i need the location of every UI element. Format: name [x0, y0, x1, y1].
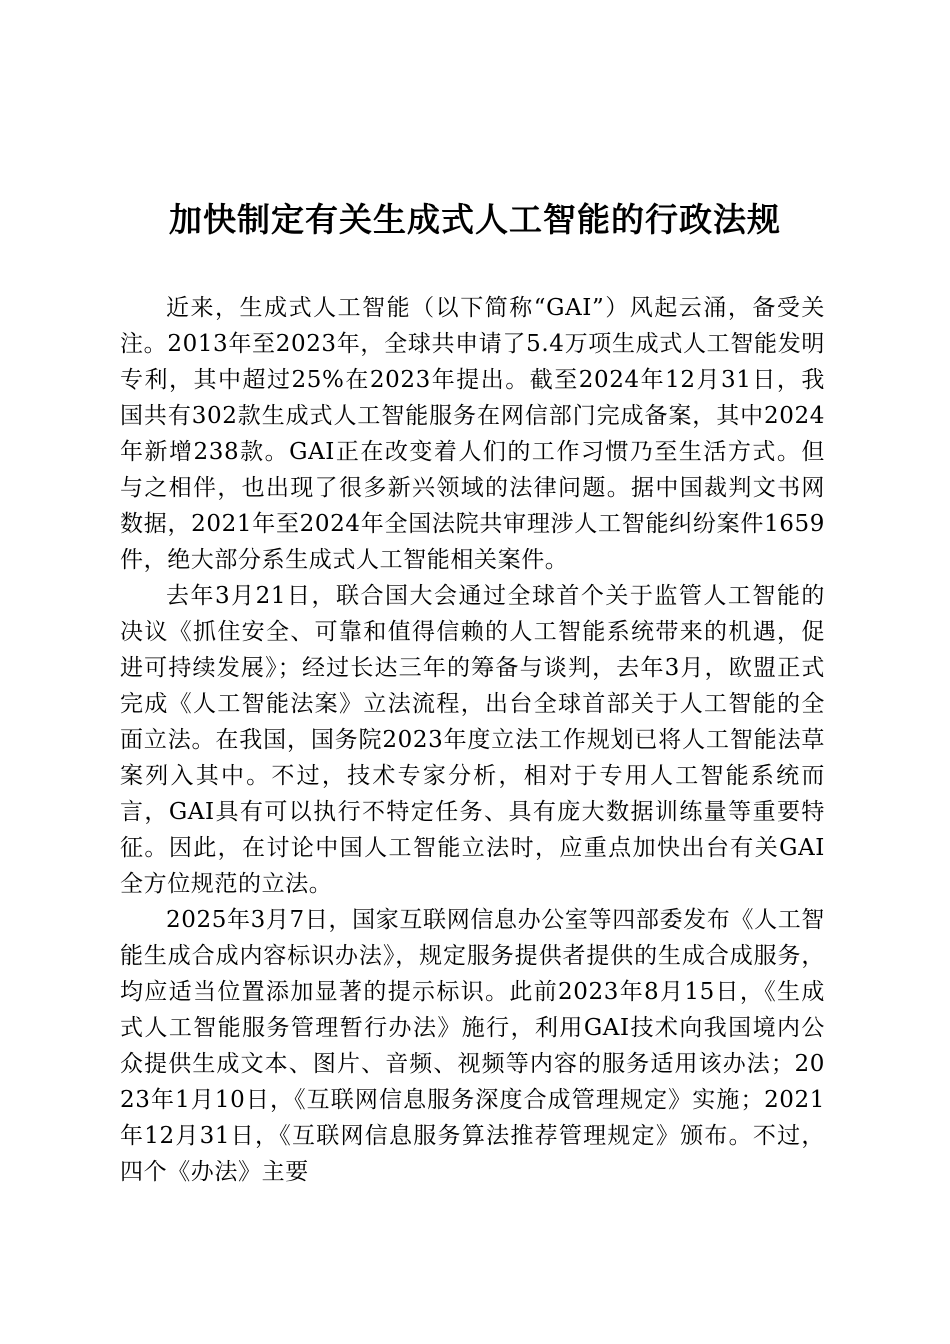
- paragraph-3: 2025年3月7日，国家互联网信息办公室等四部委发布《人工智能生成合成内容标识办法》，规定服务提供者提供的生成合成服务，均应适当位置添加显著的提示标识。此前2023年8月15日，《生成式人工智能服务管理暂行办法》施行，利用GAI技术向我国境内公众提供生成文本、图片、音频、视频等内容的服务适用该办法；2023年1月10日，《互联网信息服务深度合成管理规定》实施；2021年12月31日，《互联网信息服务算法推荐管理规定》颁布。不过，四个《办法》主要: [120, 907, 825, 1185]
- article-body: [120, 290, 825, 1190]
- paragraph-1: 近来，生成式人工智能（以下简称“GAI”）风起云涌，备受关注。2013年至2023年，全球共申请了5.4万项生成式人工智能发明专利，其中超过25%在2023年提出。截至2024年12月31日，我国共有302款生成式人工智能服务在网信部门完成备案，其中2024年新增238款。GAI正在改变着人们的工作习惯乃至生活方式。但与之相伴，也出现了很多新兴领域的法律问题。据中国裁判文书网数据，2021年至2024年全国法院共审理涉人工智能纠纷案件1659件，绝大部分系生成式人工智能相关案件。: [120, 295, 825, 573]
- document-title: 加快制定有关生成式人工智能的行政法规: [169, 200, 781, 239]
- paragraph-2: 去年3月21日，联合国大会通过全球首个关于监管人工智能的决议《抓住安全、可靠和值得信赖的人工智能系统带来的机遇，促进可持续发展》；经过长达三年的筹备与谈判，去年3月，欧盟正式完成《人工智能法案》立法流程，出台全球首部关于人工智能的全面立法。在我国，国务院2023年度立法工作规划已将人工智能法草案列入其中。不过，技术专家分析，相对于专用人工智能系统而言，GAI具有可以执行不特定任务、具有庞大数据训练量等重要特征。因此，在讨论中国人工智能立法时，应重点加快出台有关GAI全方位规范的立法。: [120, 583, 825, 897]
